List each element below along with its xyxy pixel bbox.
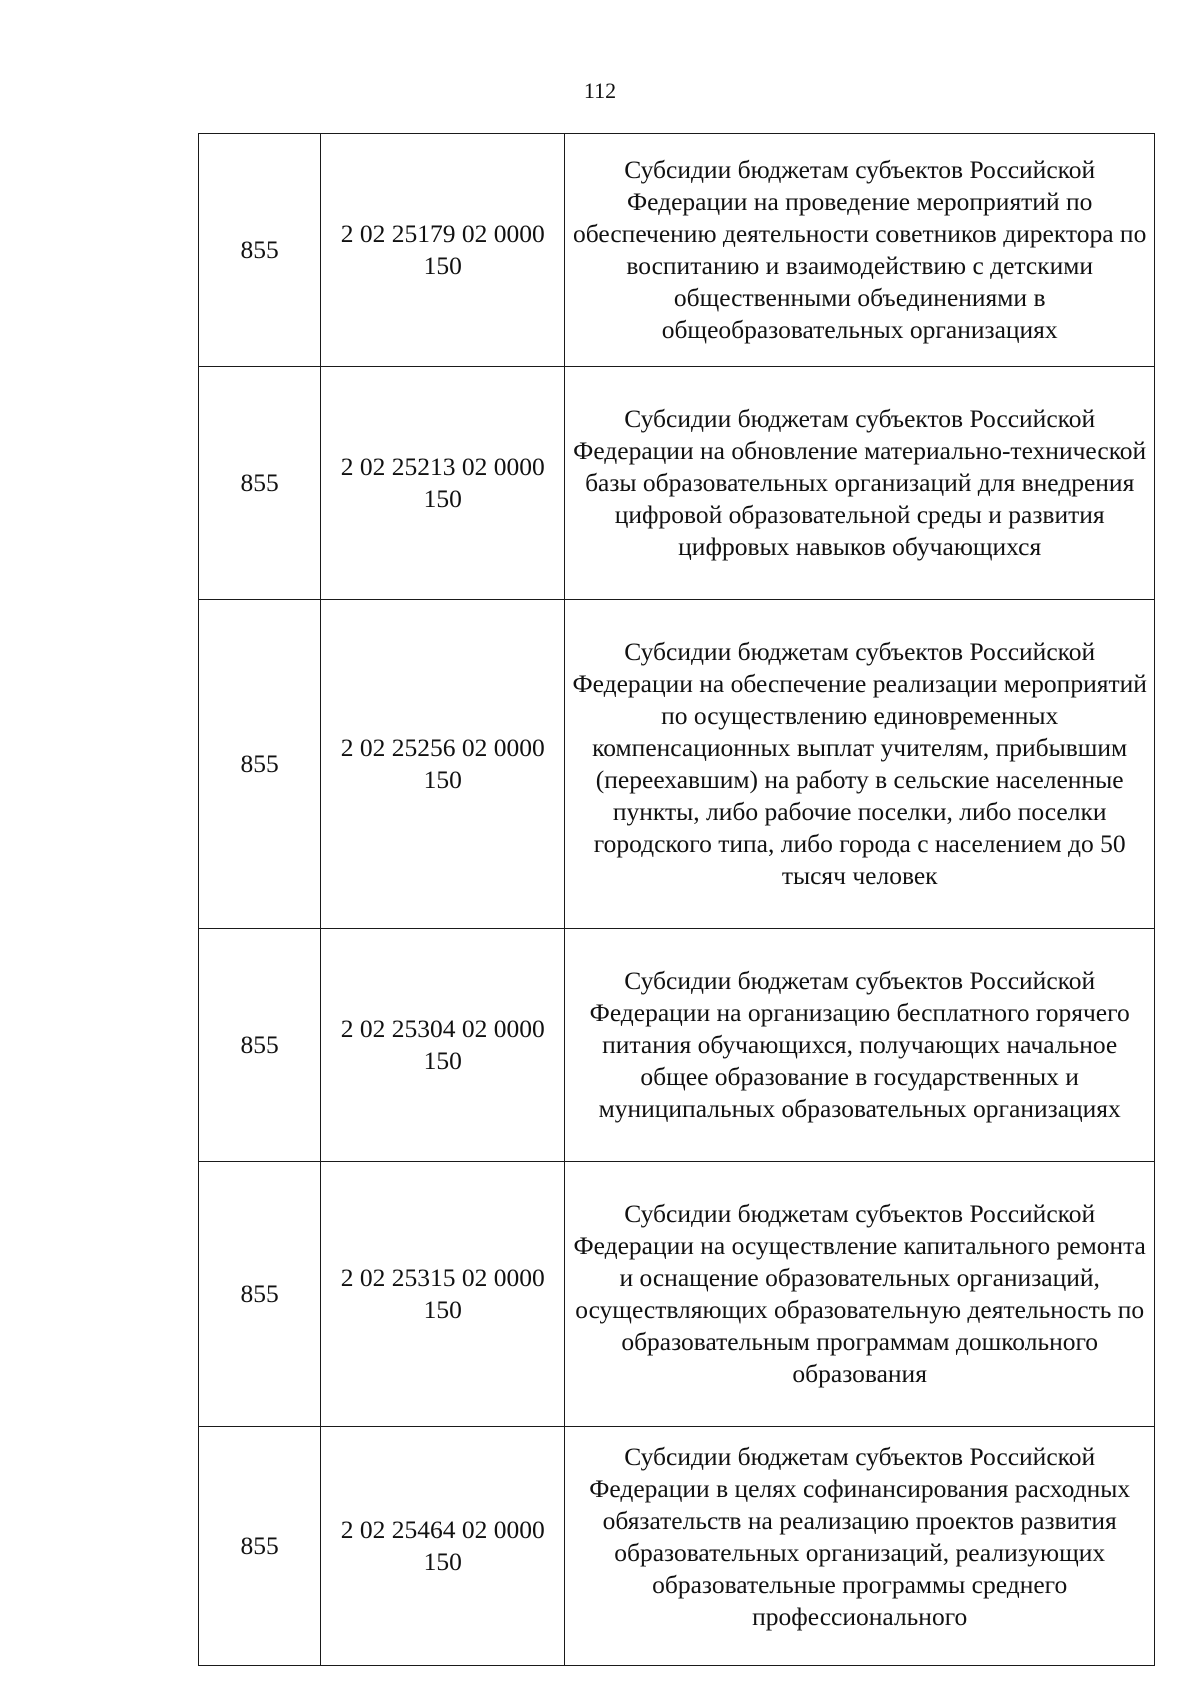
budget-code-cell <box>321 367 565 600</box>
table-row <box>199 600 1155 929</box>
budget-code-main: 2 02 25213 02 0000 <box>340 452 545 481</box>
admin-code-cell: 855 <box>199 367 321 600</box>
description-cell: Субсидии бюджетам субъектов Российской Федерации на обновление материально-технической базы образовательных организаций для внедрения цифровой образовательной среды и развития цифровых навыков обучающихся <box>565 367 1155 600</box>
budget-code-suffix: 150 <box>423 1046 462 1075</box>
table-row <box>199 1427 1155 1666</box>
budget-code-main: 2 02 25179 02 0000 <box>340 219 545 248</box>
description-cell: Субсидии бюджетам субъектов Российской Федерации в целях софинансирования расходных обязательств на реализацию проектов развития образовательных организаций, реализующих образовательные программы среднего профессионального <box>565 1427 1155 1666</box>
budget-codes-table <box>198 133 1155 1666</box>
budget-code-suffix: 150 <box>423 484 462 513</box>
admin-code-cell: 855 <box>199 929 321 1162</box>
description-cell: Субсидии бюджетам субъектов Российской Федерации на организацию бесплатного горячего питания обучающихся, получающих начальное общее образование в государственных и муниципальных образовательных организациях <box>565 929 1155 1162</box>
budget-code-main: 2 02 25464 02 0000 <box>340 1515 545 1544</box>
budget-code-suffix: 150 <box>423 765 462 794</box>
page-number: 112 <box>583 78 617 103</box>
admin-code-cell: 855 <box>199 600 321 929</box>
table-row <box>199 1162 1155 1427</box>
description-cell: Субсидии бюджетам субъектов Российской Федерации на осуществление капитального ремонта и оснащение образовательных организаций, осуществляющих образовательную деятельность по образовательным программам дошкольного образования <box>565 1162 1155 1427</box>
budget-code-cell <box>321 600 565 929</box>
description-cell: Субсидии бюджетам субъектов Российской Федерации на проведение мероприятий по обеспечению деятельности советников директора по воспитанию и взаимодействию с детскими общественными объединениями в общеобразовательных организациях <box>565 134 1155 367</box>
admin-code-cell: 855 <box>199 134 321 367</box>
table-row <box>199 929 1155 1162</box>
budget-code-main: 2 02 25256 02 0000 <box>340 733 545 762</box>
budget-code-cell <box>321 1162 565 1427</box>
budget-code-suffix: 150 <box>423 251 462 280</box>
description-cell: Субсидии бюджетам субъектов Российской Федерации на обеспечение реализации мероприятий по осуществлению единовременных компенсационных выплат учителям, прибывшим (переехавшим) на работу в сельские населенные пункты, либо рабочие поселки, либо поселки городского типа, либо города с населением до 50 тысяч человек <box>565 600 1155 929</box>
budget-code-cell <box>321 134 565 367</box>
budget-code-suffix: 150 <box>423 1547 462 1576</box>
table-row <box>199 367 1155 600</box>
admin-code-cell: 855 <box>199 1427 321 1666</box>
budget-code-suffix: 150 <box>423 1295 462 1324</box>
budget-code-cell <box>321 1427 565 1666</box>
budget-code-main: 2 02 25304 02 0000 <box>340 1014 545 1043</box>
budget-code-cell <box>321 929 565 1162</box>
table-row <box>199 134 1155 367</box>
admin-code-cell: 855 <box>199 1162 321 1427</box>
budget-code-main: 2 02 25315 02 0000 <box>340 1263 545 1292</box>
